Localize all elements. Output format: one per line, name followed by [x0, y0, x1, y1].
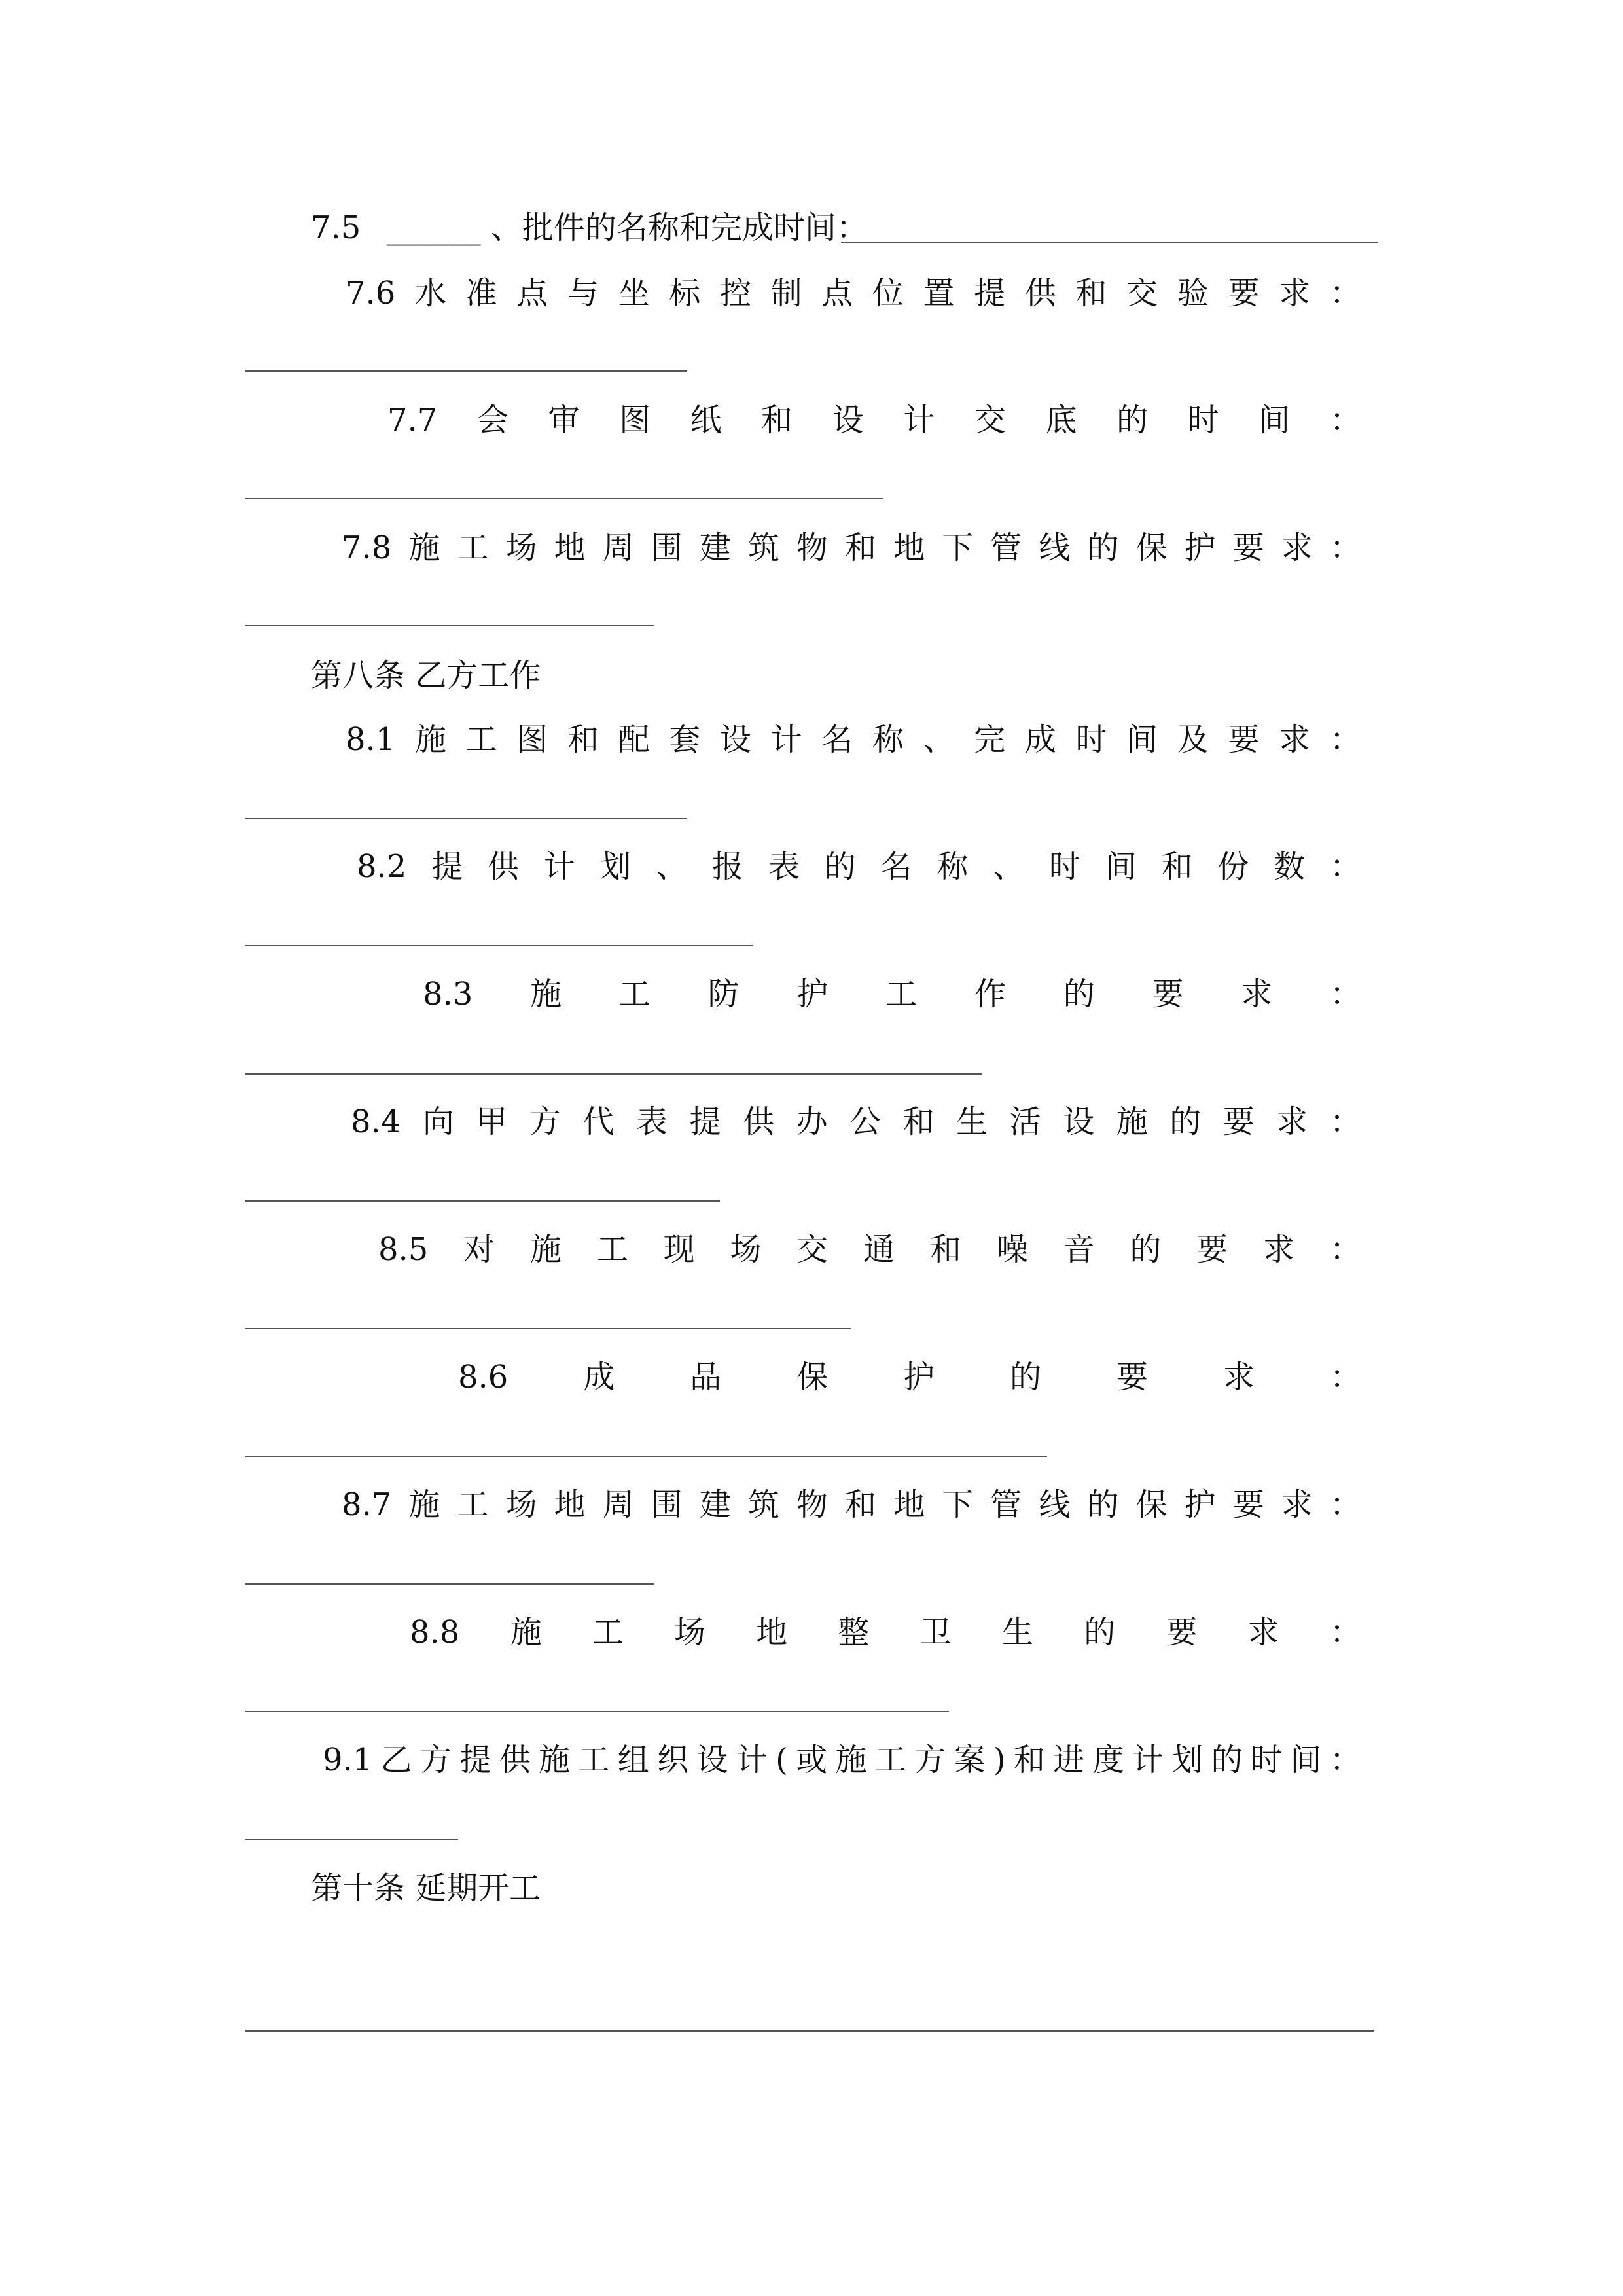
- answer-line-7-5: [841, 242, 1378, 243]
- answer-line-7-7: [245, 498, 883, 499]
- clause-7-5-number: 7.5: [311, 209, 361, 246]
- answer-line-7-6: [245, 370, 687, 372]
- clause-8-2: 8.2 提 供 计 划 、 报 表 的 名 称 、 时 间 和 份 数 ：: [357, 848, 1361, 885]
- answer-line-9-1: [245, 1839, 458, 1840]
- answer-line-7-8: [245, 625, 654, 626]
- bottom-divider: [245, 2030, 1374, 2032]
- clause-8-1: 8.1 施 工 图 和 配 套 设 计 名 称 、 完 成 时 间 及 要 求 ：: [346, 721, 1361, 758]
- clause-8-5: 8.5 对 施 工 现 场 交 通 和 噪 音 的 要 求 ：: [378, 1231, 1361, 1268]
- answer-line-8-3: [245, 1073, 982, 1075]
- article-10-heading: 第十条 延期开工: [311, 1870, 541, 1907]
- answer-line-8-1: [245, 818, 687, 819]
- clause-7-8: 7.8 施 工 场 地 周 围 建 筑 物 和 地 下 管 线 的 保 护 要 求 ：: [342, 529, 1361, 566]
- clause-8-8: 8.8 施 工 场 地 整 卫 生 的 要 求 ：: [410, 1614, 1361, 1651]
- clause-7-5-text: 、批件的名称和完成时间：: [490, 209, 868, 246]
- clause-7-5: [311, 208, 868, 247]
- article-8-heading: 第八条 乙方工作: [311, 657, 541, 694]
- clause-9-1: 9.1 乙 方 提 供 施 工 组 织 设 计 ( 或 施 工 方 案 ) 和 进 度 计 划 的 时 间 ：: [323, 1742, 1361, 1778]
- clause-7-5-blank: ______: [386, 209, 481, 246]
- answer-line-8-2: [245, 945, 753, 946]
- answer-line-8-5: [245, 1328, 851, 1329]
- answer-line-8-8: [245, 1711, 949, 1712]
- clause-7-7: 7.7 会 审 图 纸 和 设 计 交 底 的 时 间 ：: [387, 402, 1361, 439]
- answer-line-8-7: [245, 1583, 654, 1585]
- clause-7-6: 7.6 水 准 点 与 坐 标 控 制 点 位 置 提 供 和 交 验 要 求 ：: [346, 275, 1361, 312]
- clause-8-7: 8.7 施 工 场 地 周 围 建 筑 物 和 地 下 管 线 的 保 护 要 求 ：: [342, 1486, 1361, 1523]
- clause-8-4: 8.4 向 甲 方 代 表 提 供 办 公 和 生 活 设 施 的 要 求 ：: [351, 1103, 1361, 1140]
- answer-line-8-4: [245, 1200, 720, 1202]
- clause-8-6: 8.6 成 品 保 护 的 要 求 ：: [458, 1359, 1361, 1395]
- clause-8-3: 8.3 施 工 防 护 工 作 的 要 求 ：: [423, 976, 1361, 1013]
- answer-line-8-6: [245, 1456, 1047, 1457]
